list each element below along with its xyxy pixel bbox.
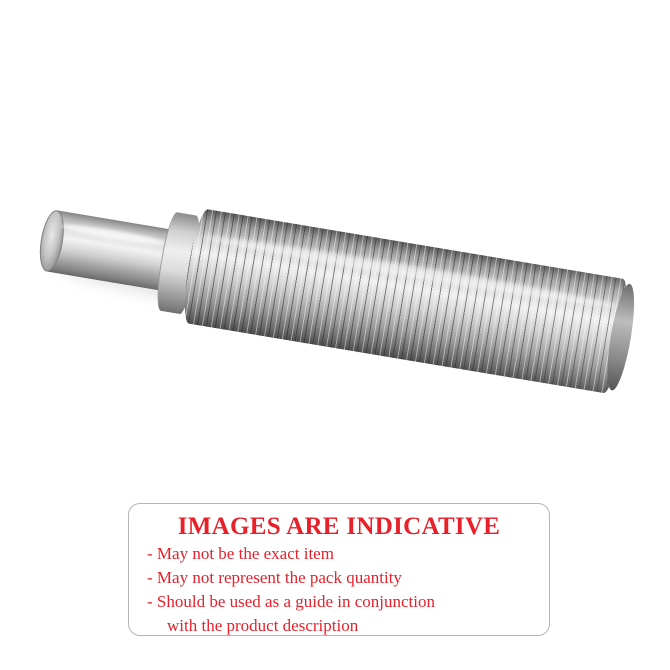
- notice-line-3: - Should be used as a guide in conjunction: [147, 592, 436, 611]
- notice-line-4: with the product description: [167, 616, 359, 635]
- indicative-images-notice: [128, 503, 550, 636]
- notice-line-2: - May not represent the pack quantity: [147, 568, 402, 587]
- notice-line-1: - May not be the exact item: [147, 544, 334, 563]
- notice-title: IMAGES ARE INDICATIVE: [177, 513, 501, 540]
- timing-pulley: [28, 161, 646, 418]
